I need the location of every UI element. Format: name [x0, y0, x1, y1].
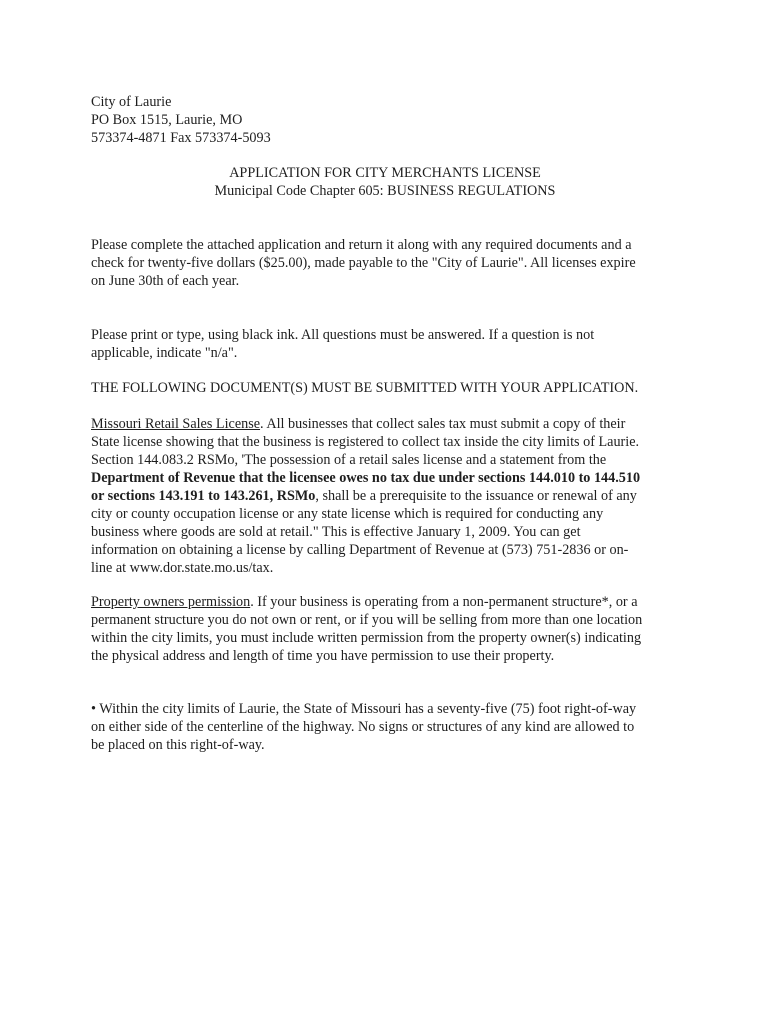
org-name: City of Laurie — [91, 94, 172, 110]
document-title: APPLICATION FOR CITY MERCHANTS LICENSE — [229, 165, 541, 181]
right-of-way-note — [91, 700, 691, 754]
documents-heading: THE FOLLOWING DOCUMENT(S) MUST BE SUBMITTED WITH YOUR APPLICATION. — [91, 380, 639, 396]
retail-line-5-text: , shall be a prerequisite to the issuance or renewal of any — [315, 488, 637, 504]
property-line-1-text: . If your business is operating from a non-permanent structure*, or a — [250, 594, 638, 610]
note-line: be placed on this right-of-way. — [91, 737, 265, 753]
retail-license-section — [91, 415, 691, 577]
document-subtitle: Municipal Code Chapter 605: BUSINESS REGULATIONS — [214, 183, 556, 199]
org-phone: 573374-4871 Fax 573374-5093 — [91, 130, 271, 146]
retail-line-1-text: . All businesses that collect sales tax must submit a copy of their — [260, 416, 626, 432]
org-address: PO Box 1515, Laurie, MO — [91, 112, 243, 128]
retail-line-4 — [91, 469, 691, 487]
documents-heading-block — [91, 379, 691, 397]
instructions-line: applicable, indicate "n/a". — [91, 345, 238, 361]
retail-line-6: city or county occupation license or any state license which is required for conducting any — [91, 506, 604, 522]
retail-bold-text-1: Department of Revenue that the licensee owes no tax due under sections 144.010 to 144.510 — [91, 470, 641, 486]
intro-line: check for twenty-five dollars ($25.00), made payable to the "City of Laurie". All licenses expire — [91, 255, 636, 271]
note-line: on either side of the centerline of the highway. No signs or structures of any kind are allowed to — [91, 719, 635, 735]
retail-license-title: Missouri Retail Sales License — [91, 416, 261, 432]
intro-line: Please complete the attached application and return it along with any required documents and a — [91, 237, 632, 253]
retail-line-7: business where goods are sold at retail." This is effective January 1, 2009. You can get — [91, 524, 581, 540]
property-permission-section — [91, 593, 691, 665]
instructions-line: Please print or type, using black ink. All questions must be answered. If a question is not — [91, 327, 595, 343]
retail-line-5 — [91, 487, 691, 505]
intro-line: on June 30th of each year. — [91, 273, 240, 289]
property-line-2: permanent structure you do not own or rent, or if you will be selling from more than one location — [91, 612, 643, 628]
instructions-paragraph — [91, 326, 691, 362]
retail-bold-text-2: or sections 143.191 to 143.261, RSMo — [91, 488, 316, 504]
intro-paragraph — [91, 236, 691, 290]
retail-line-8: information on obtaining a license by calling Department of Revenue at (573) 751-2836 or on- — [91, 542, 629, 558]
retail-line-9: line at www.dor.state.mo.us/tax. — [91, 560, 274, 576]
header-block — [91, 93, 691, 147]
property-permission-title: Property owners permission — [91, 594, 251, 610]
retail-line-2: State license showing that the business is registered to collect tax inside the city limits of Laurie. — [91, 434, 640, 450]
title-block — [85, 164, 685, 200]
property-line-3: within the city limits, you must include written permission from the property owner(s) indicating — [91, 630, 642, 646]
property-line-4: the physical address and length of time you have permission to use their property. — [91, 648, 555, 664]
retail-line-3: Section 144.083.2 RSMo, 'The possession of a retail sales license and a statement from the — [91, 452, 607, 468]
note-line: • Within the city limits of Laurie, the State of Missouri has a seventy-five (75) foot right-of-way — [91, 701, 637, 717]
retail-line-1 — [91, 415, 691, 433]
property-line-1 — [91, 593, 691, 611]
